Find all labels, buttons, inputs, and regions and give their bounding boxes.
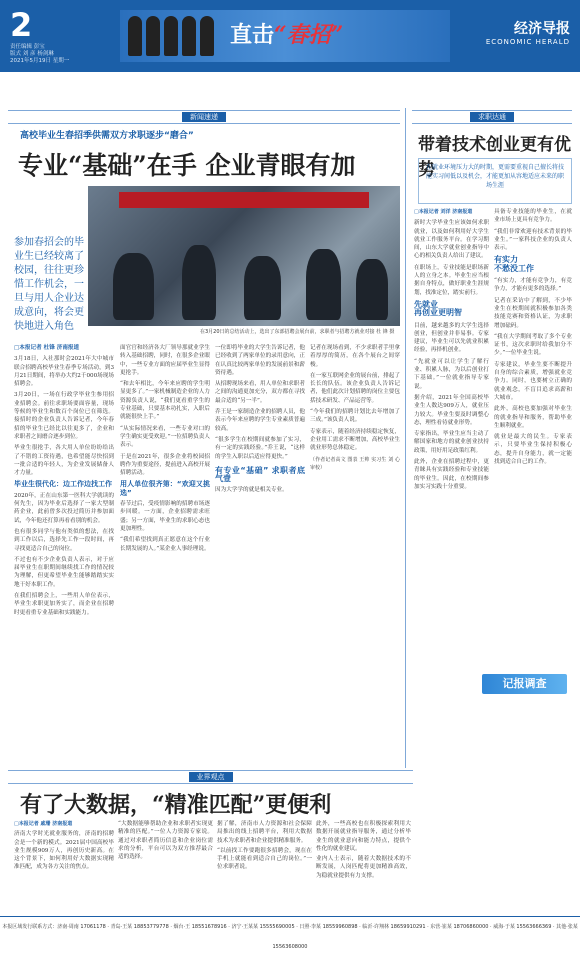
paragraph: 专家表示，随着经济持续稳定恢复，企业用工需求不断增加，高校毕业生就业形势总体稳定。 (310, 428, 400, 452)
paragraph: 具备专业技能的毕业生，在就业市场上更具有竞争力。 (494, 209, 572, 224)
edition-info (10, 44, 69, 65)
intro-box (418, 158, 572, 204)
paragraph: “我们非常欢迎有技术背景的毕业生。”一家科技企业的负责人表示。 (494, 228, 572, 252)
paragraph: 在我们招聘会上，一些用人单位表示，毕业生求职更加务实了，而企业在招聘时更看重专业基础和实践能力。 (14, 593, 114, 616)
paragraph: “先就业可以让学生了解行业、积累人脉，为以后创业打下基础。”一位就业指导专家说。 (414, 358, 489, 390)
paragraph: 一位即将毕业的大学生告诉记者，他已经收到了两家单位的录用意向，正在认真比较两家单位的发展前景和薪资待遇。 (215, 345, 305, 376)
info-line: 2021年5月19日 星期一 (10, 58, 70, 64)
article-column (310, 344, 400, 764)
article-column (118, 820, 213, 912)
intro-text: 在就业环境压力大的时期，更需要重视自己擅长将技能实习间低以及机会，才能更加从容地适应未来的职场生涯 (425, 164, 564, 189)
subheading: 先就业 再创业更明智 (414, 299, 462, 318)
paragraph: 目前，越来越多的大学生选择创业，但创业并非易事。专家建议，毕业生可以先就业积累经验，再择机创业。 (414, 322, 489, 354)
subheading: 有专业“基础” 求职者底气壹 (215, 465, 305, 484)
subheading: 用人单位很齐第：“欢迎又挑选” (120, 480, 210, 497)
header-slogan: 直击“春招” (230, 22, 344, 48)
article-byline: □本报记者 刘洋 济南报道 (414, 209, 473, 215)
article-column (316, 820, 411, 912)
paragraph: 2020年，正在山东第一医科大学就读的何先生，因为毕业后选择了一家大型制药企业，此前曾多次投过简历并参加面试，今年他还打算再看看别的机会。 (14, 492, 114, 524)
photo-credit: 杜 锋 摄 (376, 329, 395, 335)
header-banner-photo (120, 10, 450, 62)
paragraph: 此外，企业在招聘过程中，更青睐具有实践经验和专业技能的毕业生。因此，在校期间参加实习实践十分重要。 (414, 459, 489, 490)
paragraph: “我在大学期间考取了多个专业证书，这次求职时给我加分不少。”一位毕业生说。 (494, 333, 572, 357)
info-line: 责任编辑 彭宝 (10, 44, 45, 50)
paragraph: “今年我们的招聘计划比去年增加了三成。”该负责人说。 (310, 409, 400, 424)
article-headline: 专业“基础”在手 企业青眼有加 (18, 151, 356, 180)
right-headline: 带着技术创业更有优势 (418, 135, 571, 180)
article-kicker: 高校毕业生春招季供需双方求职逐步“磨合” (20, 131, 194, 141)
crowd-silhouettes (128, 16, 218, 60)
paragraph: 3月18日，入社那时会2021年大中城市联合招聘高校毕业生春季专场活动，到3月21日期间，将举办大约2千000场现场招聘会。 (14, 356, 114, 388)
paragraph: 毕业生很抢手，各大用人单位纷纷给出了不错的工资待遇，也希望能尽快招到一批合适的年轻人，为企业发展储备人才力量。 (14, 445, 114, 477)
recruitment-fair-photo (88, 186, 400, 326)
section-bar-label: 求职达通 (470, 112, 514, 122)
paragraph: “大数据能够帮助企业和求职者实现更精准的匹配。”一位人力资源专家说。通过对求职者简历信息和企业岗位需求的分析，平台可以为双方推荐最合适的选择。 (118, 821, 213, 861)
paragraph: 就业是最大的民生。专家表示，只要毕业生保持积极心态，提升自身能力，就一定能找到适合自己的工作。 (494, 434, 572, 466)
info-line: 版式 刘 彦 杨剑琳 (10, 51, 54, 57)
paragraph: “有实力，才能有竞争力，有竞争力，才能有更多的选择。” (494, 278, 572, 293)
paragraph: 于是在2021年，很多企业将校园招聘作为重要途径，提前进入高校开展招聘活动。 (120, 453, 210, 477)
author-note: （作者记者高文 图表 王帅 实习生 刘 心 审校） (310, 456, 400, 471)
article-column (120, 344, 210, 764)
page-number: 2 (10, 6, 33, 44)
paragraph: 据介绍，2021年全国高校毕业生人数达909万人，就业压力较大。毕业生要及时调整心态，理性看待就业形势。 (414, 394, 489, 426)
article-column (215, 344, 305, 764)
article-column (414, 208, 489, 753)
section-bar-label: 业界观点 (189, 772, 233, 782)
article-byline: □本报记者 戚珊 济南报道 (14, 821, 73, 827)
paragraph: 专家指出，毕业生应当主动了解国家和地方的就业创业扶持政策，用好用足政策红利。 (414, 431, 489, 454)
section-name-en: ECONOMIC HERALD (485, 38, 570, 46)
paragraph: 也有很多同学与他有类似的想法，在找到工作以后，选择先工作一段时间，再寻找更适合自己的岗位。 (14, 528, 114, 552)
section-bar-views (8, 770, 413, 784)
paragraph: 此外，一些高校也在积极探索利用大数据开展就业指导服务，通过分析毕业生的就业意向和能力特点，提供个性化的就业建议。 (316, 821, 411, 852)
section-bar-career (412, 110, 572, 124)
paragraph: 从招聘现场来看，用人单位和求职者之间的沟通更加充分，双方都在寻找最合适的“另一半”。 (215, 381, 305, 404)
paragraph: 面官官和经济各大厂领导那就业学生转入基础招聘，同时，在很多企业眼中，一些专业方面的应届毕业生显得更抢手。 (120, 345, 210, 376)
page-footer: 本报区域发行联系方式：济南·周南 17061178 · 青岛·王某 18853779778 · 烟台·王 18551678916 · 济宁·王某某 15555690005 · 日照·李某 18559960898 · 临沂·许翔林 18659910291 · 东营·崔某 18706860000 · 威海·于某 15563666369 · 其他·张某 15563608000 (0, 916, 580, 937)
section-bar-label: 新闻速递 (182, 112, 226, 122)
paragraph: 不过也有不少企业负责人表示，对于应届毕业生在职期间继续找工作的情况较为理解，但更希望毕业生能够踏踏实实地干好本职工作。 (14, 556, 114, 588)
section-name-cn: 经济导报 (514, 21, 570, 37)
article-column (14, 820, 114, 912)
paragraph: 新时大学毕业生应该如何求职就业，以及如何利用好大学生就业工作服务平台。在学习期间，山东大学就业创业指导中心的相关负责人给出了建议。 (414, 220, 489, 260)
paragraph: “和去年相比，今年来应聘的学生明显更多了。”一家机械制造企业的人力资源负责人说，“我们更看重学生的专业基础，只要基本功扎实，入职后就能很快上手。” (120, 381, 210, 421)
article-column (14, 344, 114, 764)
paragraph: 此外，高校也要加强对毕业生的就业指导和服务，帮助毕业生顺利就业。 (494, 406, 572, 429)
paragraph: 记者在采访中了解到，不少毕业生在校期间就积极参加各类技能竞赛和资格认证，为求职增加砝码。 (494, 297, 572, 329)
paragraph: 春节过后，受疫情影响的招聘市场逐步回暖。一方面，企业招聘需求旺盛；另一方面，毕业生的求职心态也更加理性。 (120, 501, 210, 532)
paragraph: 因为大学学的就是相关专业。 (215, 487, 288, 494)
paragraph: 乔王是一家制造企业的招聘人员，他表示今年来应聘的学生专业素质普遍较高。 (215, 409, 305, 432)
pull-quote: 参加春招会的毕业生已经较离了校园，往往更珍惜工作机会，一旦与用人企业达成意向，将会更快地进入角色 (14, 237, 84, 332)
bottom-headline: 有了大数据，“精准匹配”更便利 (20, 792, 332, 818)
paragraph: “以前找工作要跑很多招聘会，现在在手机上就能看到适合自己的岗位。”一位求职者说。 (217, 847, 312, 871)
paragraph: 据了解，济南市人力资源和社会保障局推出的线上招聘平台，利用大数据技术为求职者和企业提供精准服务。 (217, 821, 312, 844)
paragraph: 专家建议，毕业生要不断提升自身的综合素质，增强就业竞争力。同时，也要树立正确的就业观念，不盲目追求高薪和大城市。 (494, 361, 572, 401)
paragraph: 济南大学时光就业服务的，济南的招聘会是一个新的模式。2021届中国高校毕业生规模909万人，再创历史新高。在这个背景下，如何利用好大数据实现精准匹配，成为各方关注的焦点。 (14, 831, 114, 871)
masthead (0, 0, 580, 72)
paragraph: 在一家互联网企业的展台前，排起了长长的队伍。该企业负责人告诉记者，他们此次计划招聘的岗位主要包括技术研发、产品运营等。 (310, 372, 400, 404)
article-column (217, 820, 312, 912)
paragraph: 3月20日，一场在行政学毕业生参用招业招聘会。前往求职场要面容量，现场等候的毕业生和数百个岗位已在筛选。接招时的企业负责人告诉记者，今年春招的毕业生已经比以往更多了，企业和求职者之间磨合逐步到位。 (14, 392, 114, 440)
article-column (494, 208, 572, 753)
photo-caption: 在3月20日的总结活动上，选出了东部招聘会展台前，求职者与招聘方就业对接 杜 锋 摄 (200, 329, 395, 335)
subheading: 有实力 不愁没工作 (494, 255, 534, 273)
paragraph: 业内人士表示，随着大数据技术的不断发展，人岗匹配将更加精准高效，为稳就业提供有力支撑。 (316, 856, 411, 879)
paragraph: “从实际情况来看，一些专业对口的学生确实更受欢迎。”一位招聘负责人表示。 (120, 425, 210, 449)
paragraph: 在职场上，专业技能是职场新人的立身之本。毕业生应当根据自身特点，做好职业生涯规划，找准定位，踏实前行。 (414, 264, 489, 296)
subheading: 毕业生很代化：边工作边找工作 (14, 480, 112, 489)
section-bar-news (8, 110, 400, 124)
article-byline: □本报记者 杜锋 济南报道 (14, 345, 80, 351)
paragraph: 记者在现场看到，不少求职者手里拿着厚厚的简历，在各个展台之间穿梭。 (310, 345, 400, 368)
survey-banner: 记报调查 (482, 674, 567, 694)
column-divider (405, 108, 406, 768)
paragraph: “我们希望找到真正愿意在这个行业长期发展的人。”某企业人事经理说。 (120, 537, 210, 552)
section-name (486, 18, 570, 46)
paragraph: “很多学生在校期间就参加了实习，有一定的实践经验。”乔王说，“这样的学生入职以后适应得更快。” (215, 436, 305, 460)
